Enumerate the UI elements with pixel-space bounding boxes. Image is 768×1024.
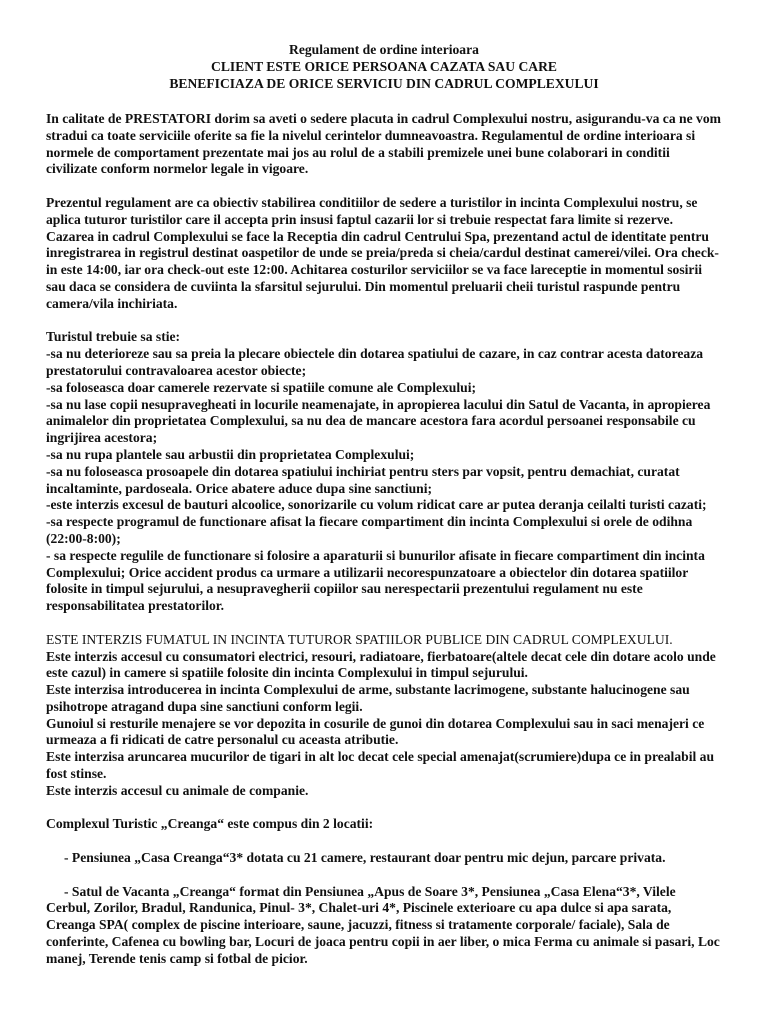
rule-item: -sa nu foloseasca prosoapele din dotarea spatiului inchiriat pentru sters par vopsit, pentru demachiat, curatat incaltaminte, pardoseala. Orice abatere aduce dupa sine sanctiuni; [46, 463, 680, 496]
complex-intro: Complexul Turistic „Creanga“ este compus din 2 locatii: [46, 816, 374, 832]
header-definition-line2: BENEFICIAZA DE ORICE SERVICIU DIN CADRUL COMPLEXULUI [169, 75, 599, 91]
paragraph-spacer [46, 313, 722, 330]
header-definition-line1: CLIENT ESTE ORICE PERSOANA CAZATA SAU CARE [211, 58, 557, 74]
rule-item: -sa nu rupa plantele sau arbustii din proprietatea Complexului; [46, 446, 415, 462]
rule-item: -sa nu deterioreze sau sa preia la plecare obiectele din dotarea spatiului de cazare, in caz contrar acesta datoreaza prestatorului contravaloarea acestor obiecte; [46, 346, 704, 378]
rule-item: -sa nu lase copii nesupravegheati in locurile neamenajate, in apropierea lacului din Satul de Vacanta, in apropierea animalelor din proprietatea Complexului, sa nu dea de mancare acestora fara acordul persoanei responsabile cu ingrijirea acestora; [46, 396, 711, 446]
document-body [46, 111, 722, 968]
paragraph-spacer [46, 800, 722, 817]
paragraph-spacer [46, 867, 722, 884]
rule-item: -este interzis excesul de bauturi alcoolice, sonorizarile cu volum ridicat care ar putea deranja ceilalti turisti cazati; [46, 497, 707, 513]
intro-paragraph: In calitate de PRESTATORI dorim sa aveti o sedere placuta in cadrul Complexului nostru, asigurandu-va ca ne vom stradui ca toate serviciile oferite sa fie la nivelul cerintelor dumneavoastra. Regulamentul de ordine interioara si normele de comportament prezentate mai jos au rolul de a stabili premizele unei bune colaborari in conditii civilizate conform normelor legale in vigoare. [46, 111, 721, 177]
prohibition-item: Este interzis accesul cu animale de companie. [46, 782, 309, 798]
paragraph-spacer [46, 615, 722, 632]
paragraph-spacer [46, 833, 722, 850]
prohibition-item: Gunoiul si resturile menajere se vor depozita in cosurile de gunoi din dotarea Complexului sau in saci menajeri ce urmeaza a fi ridicati de catre personalul cu aceasta atributie. [46, 715, 705, 748]
purpose-paragraph: Prezentul regulament are ca obiectiv stabilirea conditiilor de sedere a turistilor in incinta Complexului nostru, se aplica tuturor turistilor care il accepta prin insusi faptul cazarii lor si trebuie respectat fara limite si rezerve. Cazarea in cadrul Complexului se face la Receptia din cadrul Centrului Spa, prezentand actul de identitate pentru inregistrarea in registrul destinat oaspetilor de unde se preia/preda si cheia/cardul destinat camerei/vilei. Ora check-in este 14:00, iar ora check-out este 12:00. Achitarea costurilor serviciilor se va face lareceptie in momentul sosirii sau daca se considera de cuviinta la sfarsitul sejurului. Din momentul preluarii cheii turistul raspunde pentru camera/vila inchiriata. [46, 194, 719, 311]
prohibition-item: Este interzisa introducerea in incinta Complexului de arme, substante lacrimogene, substante halucinogene sau psihotrope atragand dupa sine sanctiuni conform legii. [46, 682, 690, 714]
prohibition-item: Este interzisa aruncarea mucurilor de tigari in alt loc decat cele special amenajat(scrumiere)dupa ce in prealabil au fost stinse. [46, 749, 715, 782]
rule-item: -sa foloseasca doar camerele rezervate si spatiile comune ale Complexului; [46, 379, 477, 395]
location-satul-de-vacanta: - Satul de Vacanta „Creanga“ format din Pensiunea „Apus de Soare 3*, Pensiunea „Casa Elena“3*, Vilele Cerbul, Zorilor, Bradul, Randunica, Pinul- 3*, Chalet-uri 4*, Piscinele exterioare cu apa dulce si apa sarata, Creanga SPA( complex de piscine interioare, saune, jacuzzi, fitness si tratamente corporale/ faciale), Sala de conferinte, Cafenea cu bowling bar, Locuri de joaca pentru copii in aer liber, o mica Ferma cu animale si pasari, Loc manej, Terende tenis camp si fotbal de picior. [46, 883, 720, 966]
rule-item: -sa respecte programul de functionare afisat la fiecare compartiment din incinta Complexului si orele de odihna (22:00-8:00); [46, 514, 693, 546]
rules-title: Turistul trebuie sa stie: [46, 329, 181, 345]
rule-item: - sa respecte regulile de functionare si folosire a aparaturii si bunurilor afisate in fiecare compartiment din incinta Complexului; Orice accident produs ca urmare a utilizarii necorespunzatoare a obiectelor din dotarea spatiilor folosite in timpul sejurului, a nesupravegherii copiilor sau nerespectarii prezentului regulament nu este responsabilitatea prestatorilor. [46, 547, 705, 614]
document-title: Regulament de ordine interioara [289, 42, 479, 57]
smoking-notice: ESTE INTERZIS FUMATUL IN INCINTA TUTUROR SPATIILOR PUBLICE DIN CADRUL COMPLEXULUI. [46, 631, 673, 647]
paragraph-spacer [46, 178, 722, 195]
document-header [46, 42, 722, 92]
location-casa-creanga: - Pensiunea „Casa Creanga“3* dotata cu 21 camere, restaurant doar pentru mic dejun, parcare privata. [64, 850, 666, 866]
prohibition-item: Este interzis accesul cu consumatori electrici, resouri, radiatoare, fierbatoare(altele decat cele din dotare acolo unde este cazul) in camere si spatiile folosite din incinta Complexului in timpul sejurului. [46, 648, 716, 681]
